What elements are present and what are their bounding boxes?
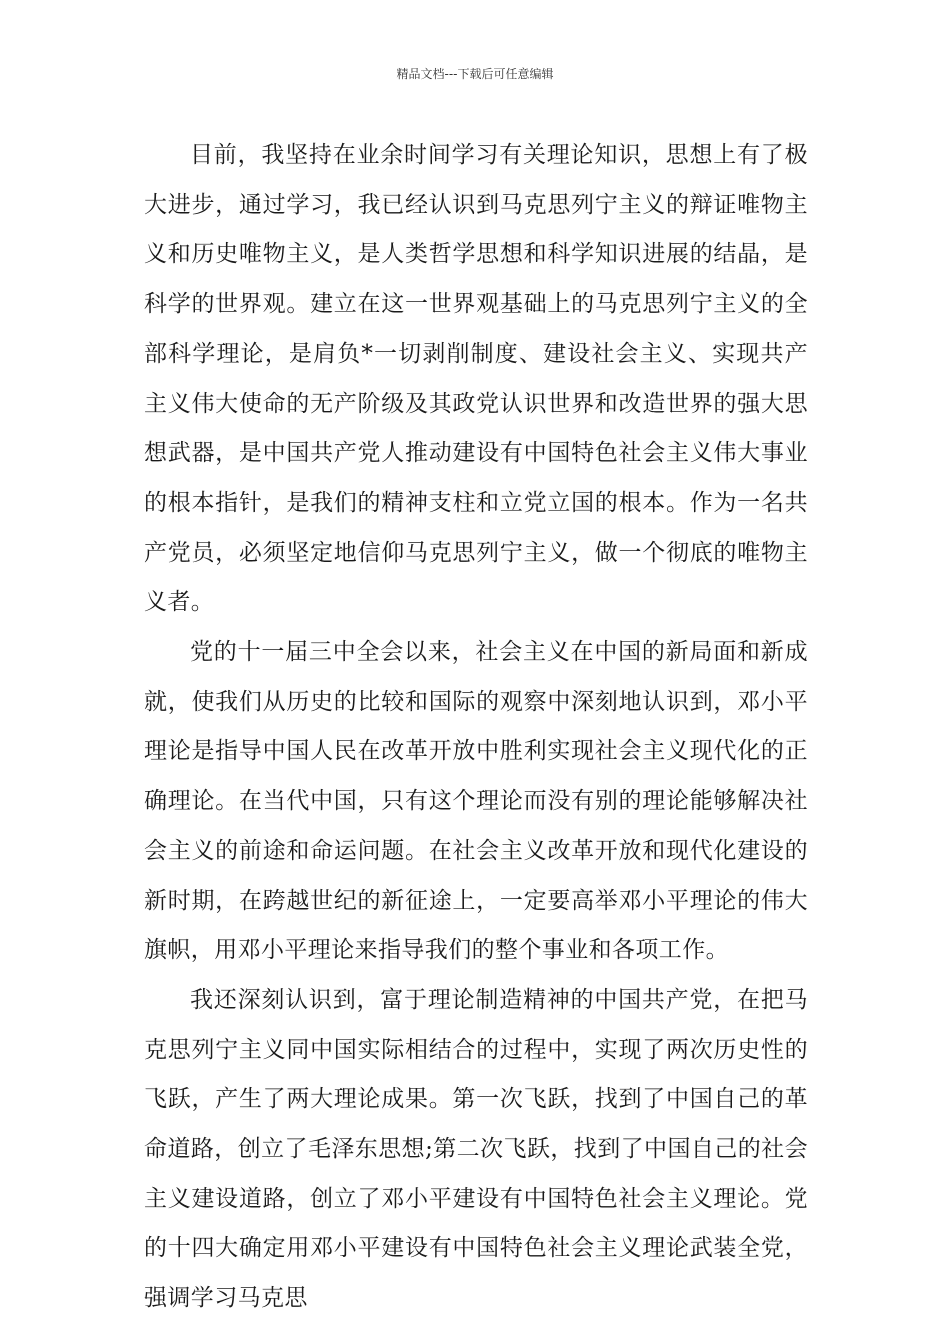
- document-body: [144, 131, 808, 1324]
- page-header: 精品文档---下载后可任意编辑: [396, 67, 554, 81]
- paragraph-1: 目前，我坚持在业余时间学习有关理论知识，思想上有了极大进步，通过学习，我已经认识到马克思列宁主义的辩证唯物主义和历史唯物主义，是人类哲学思想和科学知识进展的结晶，是科学的世界观。建立在这一世界观基础上的马克思列宁主义的全部科学理论，是肩负*一切剥削制度、建设社会主义、实现共产主义伟大使命的无产阶级及其政党认识世界和改造世界的强大思想武器，是中国共产党人推动建设有中国特色社会主义伟大事业的根本指针，是我们的精神支柱和立党立国的根本。作为一名共产党员，必须坚定地信仰马克思列宁主义，做一个彻底的唯物主义者。: [144, 142, 808, 616]
- paragraph-2: 党的十一届三中全会以来，社会主义在中国的新局面和新成就，使我们从历史的比较和国际的观察中深刻地认识到，邓小平理论是指导中国人民在改革开放中胜利实现社会主义现代化的正确理论。在当代中国，只有这个理论而没有别的理论能够解决社会主义的前途和命运问题。在社会主义改革开放和现代化建设的新时期，在跨越世纪的新征途上，一定要高举邓小平理论的伟大旗帜，用邓小平理论来指导我们的整个事业和各项工作。: [144, 639, 808, 964]
- paragraph-3: 我还深刻认识到，富于理论制造精神的中国共产党，在把马克思列宁主义同中国实际相结合的过程中，实现了两次历史性的飞跃，产生了两大理论成果。第一次飞跃，找到了中国自己的革命道路，创立了毛泽东思想;第二次飞跃，找到了中国自己的社会主义建设道路，创立了邓小平建设有中国特色社会主义理论。党的十四大确定用邓小平建设有中国特色社会主义理论武装全党，强调学习马克思: [144, 986, 808, 1312]
